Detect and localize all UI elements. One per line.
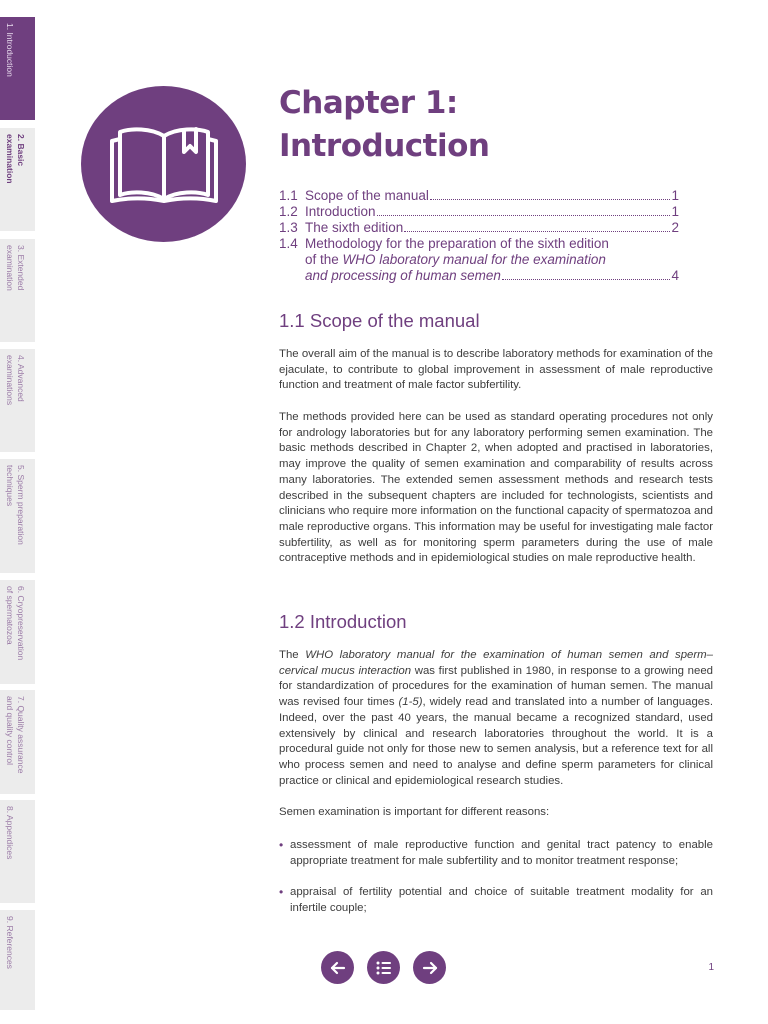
toc-entry-title-cont bbox=[305, 252, 606, 268]
sidebar-tab-quality-assurance[interactable] bbox=[0, 690, 35, 798]
body-paragraph: The methods provided here can be used as standard operating procedures not only for andrology laboratories but for any laboratory performing semen examination. The basic methods described in Chapter 2, when adopted and practised in laboratories, may improve the quality of semen examination and comparability of results across many laboratories. The extended semen assessment methods and research tests described in the subsequent chapters are included for technologists, scientists and clinicians who require more information on the functional capacity of spermatozoa and male reproductive organs. This information may be useful for investigating male factor subfertility, as well as for monitoring sperm parameters during the use of male contraceptive methods and in epidemiological studies on male reproductive health. bbox=[279, 411, 713, 565]
chapter-heading bbox=[279, 82, 489, 168]
sidebar-tab-label: 9. References bbox=[5, 916, 15, 969]
sidebar-tab-sperm-preparation[interactable] bbox=[0, 459, 35, 577]
sidebar-tab-references[interactable] bbox=[0, 910, 35, 1014]
toc-dot-leader bbox=[404, 231, 670, 232]
arrow-right-icon bbox=[421, 959, 439, 977]
sidebar-tab-label: 8. Appendices bbox=[5, 806, 15, 860]
toc-entry-number: 1.3 bbox=[279, 220, 298, 235]
toc-entry[interactable] bbox=[279, 236, 679, 284]
toc-entry-title-italic: and processing of human semen bbox=[305, 268, 501, 283]
body-text: was first published in 1980, in response to a growing need for standardization of procedures for the examination of human semen. The manual was revised four times bbox=[279, 664, 713, 709]
section-title-introduction: 1.2 Introduction bbox=[279, 611, 407, 632]
chapter-sidebar bbox=[0, 0, 35, 1024]
bullet-dot-icon: • bbox=[279, 838, 284, 852]
page-number: 1 bbox=[708, 962, 714, 973]
body-paragraph: The overall aim of the manual is to describe laboratory methods for examination of the ejaculate, to contribute to global improvement in assessment of male reproductive function and treatment of male factor subfertility. bbox=[279, 348, 713, 392]
arrow-left-icon bbox=[329, 959, 347, 977]
chapter-heading-line1: Chapter 1: bbox=[279, 85, 458, 121]
toc-entry-title: Methodology for the preparation of the sixth edition bbox=[305, 236, 609, 251]
toc-entry-number: 1.4 bbox=[279, 236, 298, 251]
toc-entry-page: 2 bbox=[671, 220, 679, 235]
sidebar-tab-introduction[interactable] bbox=[0, 17, 35, 124]
body-paragraph: Semen examination is important for different reasons: bbox=[279, 806, 550, 818]
toc-dot-leader bbox=[377, 215, 670, 216]
toc-entry[interactable] bbox=[279, 204, 679, 220]
sidebar-tab-extended-examination[interactable] bbox=[0, 239, 35, 346]
open-book-icon bbox=[109, 123, 219, 205]
manual-title: WHO laboratory manual for the examination of human semen and sperm–cervical mucus interaction bbox=[279, 649, 713, 677]
toc-entry[interactable] bbox=[279, 220, 679, 236]
sidebar-tab-label: 2. Basic examination bbox=[5, 134, 26, 184]
sidebar-tab-appendices[interactable] bbox=[0, 800, 35, 907]
toc-entry[interactable] bbox=[279, 188, 679, 204]
sidebar-tab-label: 1. Introduction bbox=[5, 23, 15, 77]
bullet-item bbox=[279, 885, 713, 916]
toc-entry-page: 1 bbox=[671, 204, 679, 219]
sidebar-tab-label: 6. Cryopreservation of spermatozoa bbox=[5, 586, 26, 661]
bullet-dot-icon: • bbox=[279, 885, 284, 899]
sidebar-tab-label: 3. Extended examination bbox=[5, 245, 26, 291]
body-text: , widely read and translated into a number of languages. Indeed, over the past 40 years, the manual became a recognized standard, used extensively by clinical and research laboratories throughout the world. It is a procedural guide not only for those new to semen analysis, but a reference text for all who process semen and need to analyse and define sperm parameters for clinical practice or clinical and epidemiological research studies. bbox=[279, 696, 713, 787]
chapter-heading-line2: Introduction bbox=[279, 128, 490, 164]
bullet-item bbox=[279, 838, 713, 869]
sidebar-tab-label: 4. Advanced examinations bbox=[5, 355, 26, 406]
body-paragraph bbox=[279, 648, 713, 789]
toc-entry-title-italic: WHO laboratory manual for the examination bbox=[342, 252, 606, 267]
sidebar-tab-label: 7. Quality assurance and quality control bbox=[5, 696, 26, 774]
toc-entry-title: The sixth edition bbox=[305, 220, 404, 235]
body-text: The bbox=[279, 649, 306, 661]
sidebar-tab-basic-examination[interactable] bbox=[0, 128, 35, 235]
toc-entry-title: Introduction bbox=[305, 204, 376, 219]
list-icon bbox=[375, 959, 393, 977]
bullet-text: assessment of male reproductive function and genital tract patency to enable appropriate treatment for male subfertility and to monitor treatment response; bbox=[290, 839, 713, 867]
previous-page-button[interactable] bbox=[321, 951, 354, 984]
chapter-icon-circle bbox=[81, 86, 246, 242]
toc-entry-number: 1.2 bbox=[279, 204, 298, 219]
toc-dot-leader bbox=[502, 279, 670, 280]
toc-entry-title: Scope of the manual bbox=[305, 188, 429, 203]
toc-entry-page: 4 bbox=[671, 268, 679, 283]
next-page-button[interactable] bbox=[413, 951, 446, 984]
sidebar-tab-label: 5. Sperm preparation techniques bbox=[5, 465, 26, 545]
section-title-scope: 1.1 Scope of the manual bbox=[279, 310, 480, 331]
bullet-text: appraisal of fertility potential and choice of suitable treatment modality for an infertile couple; bbox=[290, 886, 713, 914]
toc-entry-page: 1 bbox=[671, 188, 679, 203]
sidebar-tab-cryopreservation[interactable] bbox=[0, 580, 35, 688]
contents-button[interactable] bbox=[367, 951, 400, 984]
reference-citation[interactable]: (1-5) bbox=[398, 696, 423, 709]
toc-dot-leader bbox=[430, 199, 670, 200]
toc-entry-title-prefix: of the bbox=[305, 252, 343, 267]
toc-entry-number: 1.1 bbox=[279, 188, 298, 203]
table-of-contents bbox=[279, 188, 679, 284]
sidebar-tab-advanced-examinations[interactable] bbox=[0, 349, 35, 456]
